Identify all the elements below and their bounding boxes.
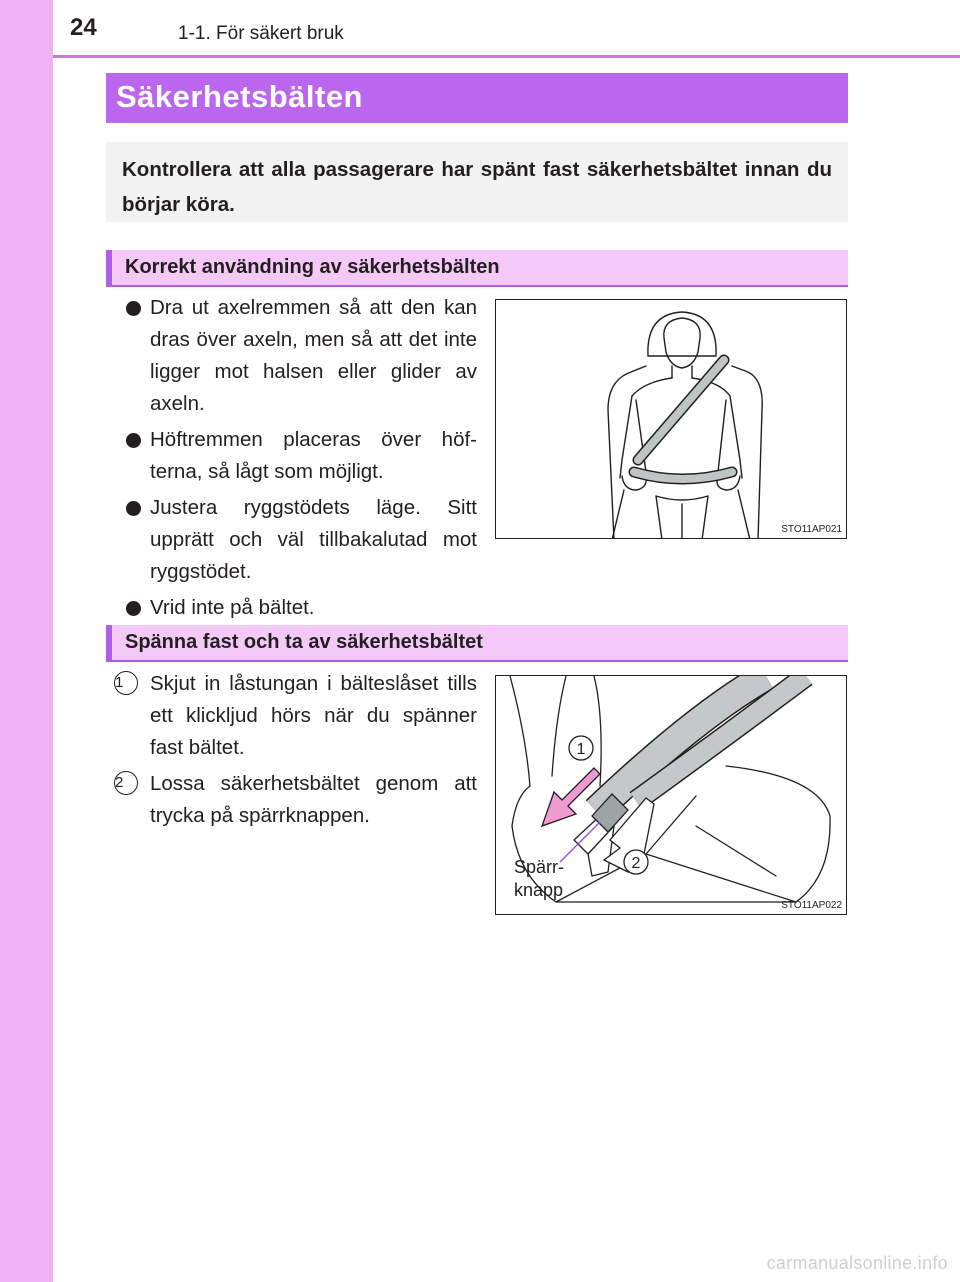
list-item-text: Höftremmen placeras över höf-terna, så lågt som möjligt. [150,428,477,483]
step-list [114,668,477,836]
section-heading-correct-use [106,250,848,287]
list-item-text: Skjut in låstungan i bälteslåset tills ett klickljud hörs när du spänner fast bältet. [150,672,477,759]
section-heading-text: Spänna fast och ta av säkerhetsbältet [125,631,483,653]
list-item [124,592,477,624]
list-item-text: Lossa säkerhetsbältet genom att trycka på spärrknappen. [150,772,477,827]
intro-text: Kontrollera att alla passagerare har spänt fast säkerhetsbältet innan du börjar köra. [122,158,832,216]
page-title: Säkerhetsbälten [116,79,363,114]
list-item-text: Vrid inte på bältet. [150,596,315,619]
release-button-callout [514,856,564,902]
figure-marker-1: 1 [576,741,586,758]
callout-line-1: Spärr- [514,857,565,877]
bullet-icon [126,601,141,616]
callout-line-2: knapp [514,880,564,900]
list-item [114,668,477,764]
watermark-text: carmanualsonline.info [766,1253,948,1273]
section-heading-text: Korrekt användning av säkerhetsbälten [125,256,500,278]
list-item [124,492,477,588]
running-head: 1-1. För säkert bruk [178,23,344,44]
step-number-badge: 1 [114,671,138,695]
figure-code: STO11AP022 [781,900,842,911]
seated-person-belt-figure [495,299,847,539]
seated-person-illustration [496,300,847,539]
figure-marker-2: 2 [631,855,641,872]
list-item-text: Justera ryggstödets läge. Sitt upprätt och väl tillbakalutad mot ryggstödet. [150,496,477,583]
step-number-badge: 2 [114,771,138,795]
buckle-figure [495,675,847,915]
page-title-bar [106,73,848,123]
list-item [114,768,477,832]
figure-code: STO11AP021 [781,524,842,535]
list-item-text: Dra ut axelremmen så att den kan dras över axeln, men så att det inte ligger mot halsen eller glider av axeln. [150,296,477,415]
list-item [124,424,477,488]
bullet-icon [126,433,141,448]
bullet-icon [126,501,141,516]
section-heading-fasten-unfasten [106,625,848,662]
bullet-icon [126,301,141,316]
list-item [124,292,477,420]
intro-box [106,142,848,222]
header-rule [53,55,960,58]
page-number: 24 [70,14,97,41]
chapter-side-tab [0,0,53,1282]
bullet-list [124,292,477,628]
